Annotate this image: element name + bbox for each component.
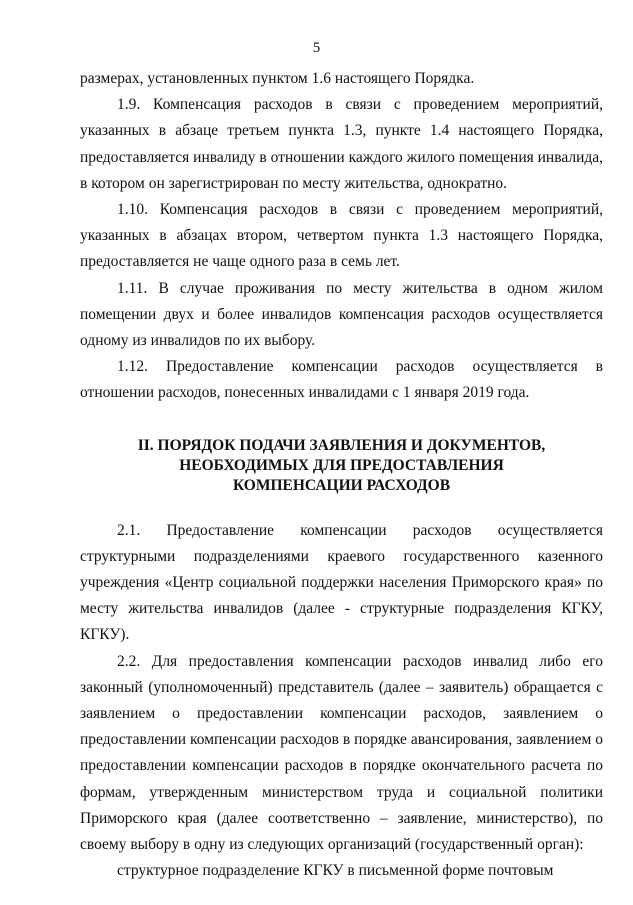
section-heading-line-1: II. ПОРЯДОК ПОДАЧИ ЗАЯВЛЕНИЯ И ДОКУМЕНТОВ, xyxy=(137,436,546,454)
paragraph-1-11: 1.11. В случае проживания по месту жительства в одном жилом помещении двух и более инвалидов компенсация расходов осуществляется одному из инвалидов по их выбору. xyxy=(80,279,603,350)
section-heading-line-2: НЕОБХОДИМЫХ ДЛЯ ПРЕДОСТАВЛЕНИЯ xyxy=(179,456,504,474)
section-heading-line-3: КОМПЕНСАЦИИ РАСХОДОВ xyxy=(232,476,451,494)
paragraph-2-2: 2.2. Для предоставления компенсации расходов инвалид либо его законный (уполномоченный) представитель (далее – заявитель) обращается с заявлением о предоставлении компенсации расходов, заявлением о предоставлении компенсации расходов в порядке авансирования, заявлением о предоставлении компенсации расходов в порядке окончательного расчета по формам, утвержденным министерством труда и социальной политики Приморского края (далее соответственно – заявление, министерство), по своему выбору в одну из следующих организаций (государственный орган): xyxy=(80,652,603,854)
paragraph-1-10: 1.10. Компенсация расходов в связи с проведением мероприятий, указанных в абзацах втором, четвертом пункта 1.3 настоящего Порядка, предоставляется не чаще одного раза в семь лет. xyxy=(80,201,603,271)
page-number: 5 xyxy=(312,40,321,56)
paragraph-2-1: 2.1. Предоставление компенсации расходов осуществляется структурными подразделениями краевого государственного казенного учреждения «Центр социальной поддержки населения Приморского края» по месту жительства инвалидов (далее - структурные подразделения КГКУ, КГКУ). xyxy=(80,521,603,644)
paragraph-list-item: структурное подразделение КГКУ в письменной форме почтовым xyxy=(117,862,554,880)
section-heading xyxy=(80,436,603,496)
paragraph-continuation: размерах, установленных пунктом 1.6 настоящего Порядка. xyxy=(80,70,475,87)
document-body xyxy=(80,66,603,884)
paragraph-1-9: 1.9. Компенсация расходов в связи с проведением мероприятий, указанных в абзаце третьем пункта 1.3, пункте 1.4 настоящего Порядка, предоставляется инвалиду в отношении каждого жилого помещения инвалида, в котором он зарегистрирован по месту жительства, однократно. xyxy=(80,96,604,192)
paragraph-1-12: 1.12. Предоставление компенсации расходов осуществляется в отношении расходов, понесенных инвалидами с 1 января 2019 года. xyxy=(80,358,603,402)
